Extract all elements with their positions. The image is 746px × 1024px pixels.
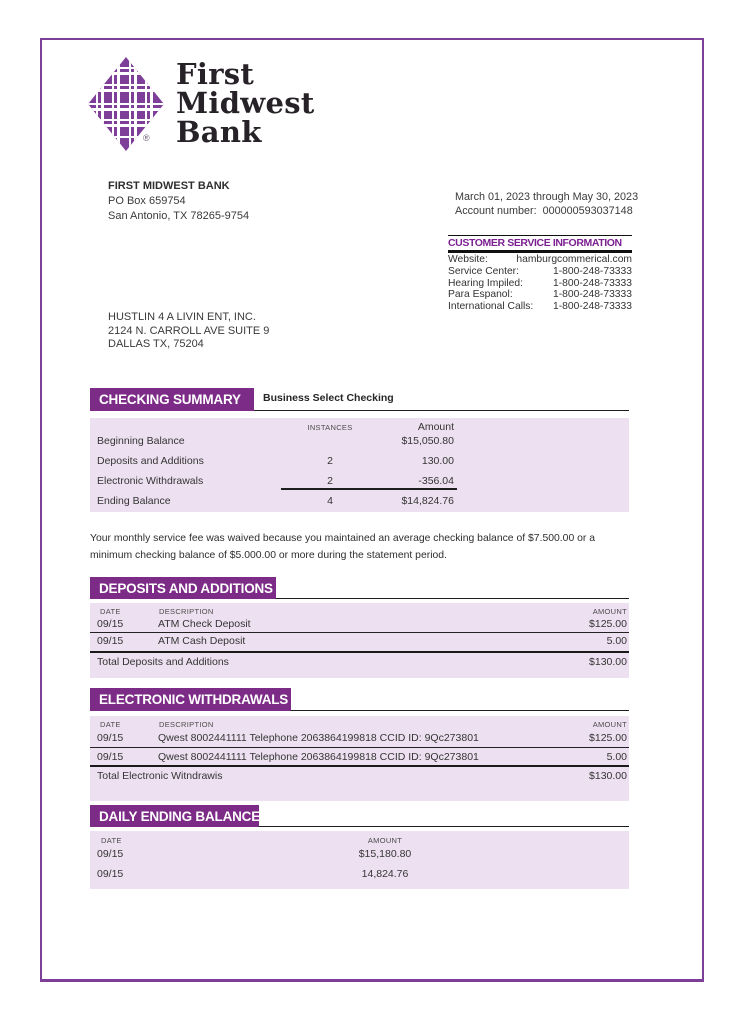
- csi-divider-rule: [448, 250, 632, 253]
- summary-label: Ending Balance: [97, 495, 171, 507]
- col-header-instances: INSTANCES: [307, 423, 353, 432]
- row-date: 09/15: [97, 618, 124, 630]
- summary-instances: 2: [327, 455, 333, 467]
- summary-amount: -356.04: [418, 475, 454, 487]
- col-header-amount: AMOUNT: [592, 607, 627, 616]
- csi-value: hamburgcommerical.com: [516, 254, 632, 265]
- row-date: 09/15: [97, 732, 124, 744]
- col-header-description: DESCRIPTION: [159, 720, 214, 729]
- summary-label: Deposits and Additions: [97, 455, 204, 467]
- row-amount: 14,824.76: [361, 868, 409, 880]
- col-header-date: DATE: [100, 720, 121, 729]
- csi-row-international: [448, 301, 632, 313]
- summary-amount: 130.00: [421, 455, 454, 467]
- withdrawals-section: [90, 688, 629, 801]
- checking-summary-subtitle: Business Select Checking: [263, 392, 394, 404]
- logo-word-midwest: Midwest: [176, 86, 315, 120]
- row-description: ATM Cash Deposit: [158, 635, 246, 647]
- deposits-section: [90, 577, 629, 678]
- row-amount: 5.00: [606, 635, 627, 647]
- checking-summary-section: [90, 388, 629, 512]
- csi-row-hearing: [448, 278, 632, 290]
- total-amount: $130.00: [589, 770, 627, 782]
- bank-name: FIRST MIDWEST BANK: [108, 180, 230, 192]
- account-number-value: 000000593037148: [542, 204, 633, 217]
- summary-instances: 4: [327, 495, 333, 507]
- csi-value: 1-800-248-73333: [552, 277, 632, 289]
- row-amount: $15,180.80: [358, 848, 412, 860]
- csi-row-website: [448, 254, 632, 266]
- row-separator-rule: [90, 632, 629, 633]
- row-date: 09/15: [97, 868, 124, 880]
- summary-subtotal-rule: [281, 488, 457, 490]
- total-label: Total Electronic Witndrawis: [97, 770, 223, 782]
- col-header-date: DATE: [100, 607, 121, 616]
- account-number-label: Account number:: [455, 204, 537, 217]
- row-description: ATM Check Deposit: [158, 618, 251, 630]
- csi-label: Hearing Impiled:: [448, 277, 523, 289]
- summary-label: Beginning Balance: [97, 435, 185, 447]
- row-amount: $125.00: [589, 732, 627, 744]
- daily-balance-title: DAILY ENDING BALANCE: [90, 805, 259, 827]
- csi-label: Para Espanol:: [448, 289, 513, 301]
- col-header-amount: AMOUNT: [367, 836, 403, 845]
- customer-address-block: [108, 311, 269, 352]
- csi-value: 1-800-248-73333: [552, 265, 632, 277]
- row-description: Qwest 8002441111 Telephone 2063864199818 CCID ID: 9Qc273801: [158, 732, 479, 744]
- customer-city-state-zip: DALLAS TX, 75204: [108, 338, 204, 350]
- registered-trademark-symbol: ®: [143, 133, 150, 143]
- bank-address-block: [108, 179, 249, 224]
- logo-word-bank: Bank: [176, 115, 262, 149]
- deposits-title: DEPOSITS AND ADDITIONS: [90, 577, 276, 599]
- total-separator-rule: [90, 765, 629, 767]
- checking-summary-title: CHECKING SUMMARY: [90, 388, 254, 411]
- account-number-line: [455, 205, 638, 219]
- csi-top-rule: [448, 235, 632, 236]
- summary-amount: $15,050.80: [401, 435, 454, 447]
- csi-label: Website:: [448, 254, 488, 265]
- withdrawals-title: ELECTRONIC WITHDRAWALS: [90, 688, 291, 711]
- bank-city-state-zip: San Antonio, TX 78265-9754: [108, 210, 250, 222]
- first-midwest-bank-logo-icon: [88, 57, 164, 151]
- row-amount: $125.00: [589, 618, 627, 630]
- summary-instances: 2: [327, 475, 333, 487]
- total-separator-rule: [90, 651, 629, 653]
- csi-row-service-center: [448, 266, 632, 278]
- customer-service-info-box: [448, 235, 632, 313]
- statement-period: March 01, 2023 through May 30, 2023: [455, 191, 639, 203]
- csi-label: International Calls:: [448, 301, 534, 313]
- total-amount: $130.00: [589, 656, 627, 668]
- row-description: Qwest 8002441111 Telephone 2063864199818 CCID ID: 9Qc273801: [158, 751, 479, 763]
- summary-label: Electronic Withdrawals: [97, 475, 204, 487]
- withdrawals-table: [90, 716, 629, 801]
- daily-balance-section: [90, 805, 629, 889]
- checking-summary-table: [90, 418, 629, 512]
- row-date: 09/15: [97, 848, 124, 860]
- logo-wordmark: [176, 57, 315, 149]
- csi-title: CUSTOMER SERVICE INFORMATION: [448, 237, 622, 249]
- col-header-amount: AMOUNT: [592, 720, 627, 729]
- csi-row-espanol: [448, 289, 632, 301]
- logo-word-first: First: [176, 57, 255, 91]
- csi-rows: [448, 254, 632, 313]
- row-date: 09/15: [97, 751, 124, 763]
- col-header-amount: Amount: [417, 421, 454, 433]
- csi-value: 1-800-248-73333: [552, 289, 632, 301]
- daily-balance-table: [90, 831, 629, 889]
- total-label: Total Deposits and Additions: [97, 656, 229, 668]
- bank-po-box: PO Box 659754: [108, 195, 186, 207]
- csi-value: 1-800-248-73333: [552, 301, 632, 313]
- row-date: 09/15: [97, 635, 124, 647]
- fee-waiver-note: Your monthly service fee was waived because you maintained an average checking balance of $7.500.00 or a minimum checking balance of $5.000.00 or more during the statement period.: [90, 533, 596, 561]
- customer-street: 2124 N. CARROLL AVE SUITE 9: [108, 324, 270, 337]
- col-header-description: DESCRIPTION: [159, 607, 214, 616]
- deposits-table: [90, 603, 629, 678]
- customer-name: HUSTLIN 4 A LIVIN ENT, INC.: [108, 311, 256, 323]
- row-amount: 5.00: [606, 751, 627, 763]
- row-separator-rule: [90, 747, 629, 748]
- summary-amount: $14,824.76: [401, 495, 454, 507]
- csi-label: Service Center:: [448, 265, 519, 277]
- statement-period-block: [455, 191, 638, 218]
- col-header-date: DATE: [101, 836, 122, 845]
